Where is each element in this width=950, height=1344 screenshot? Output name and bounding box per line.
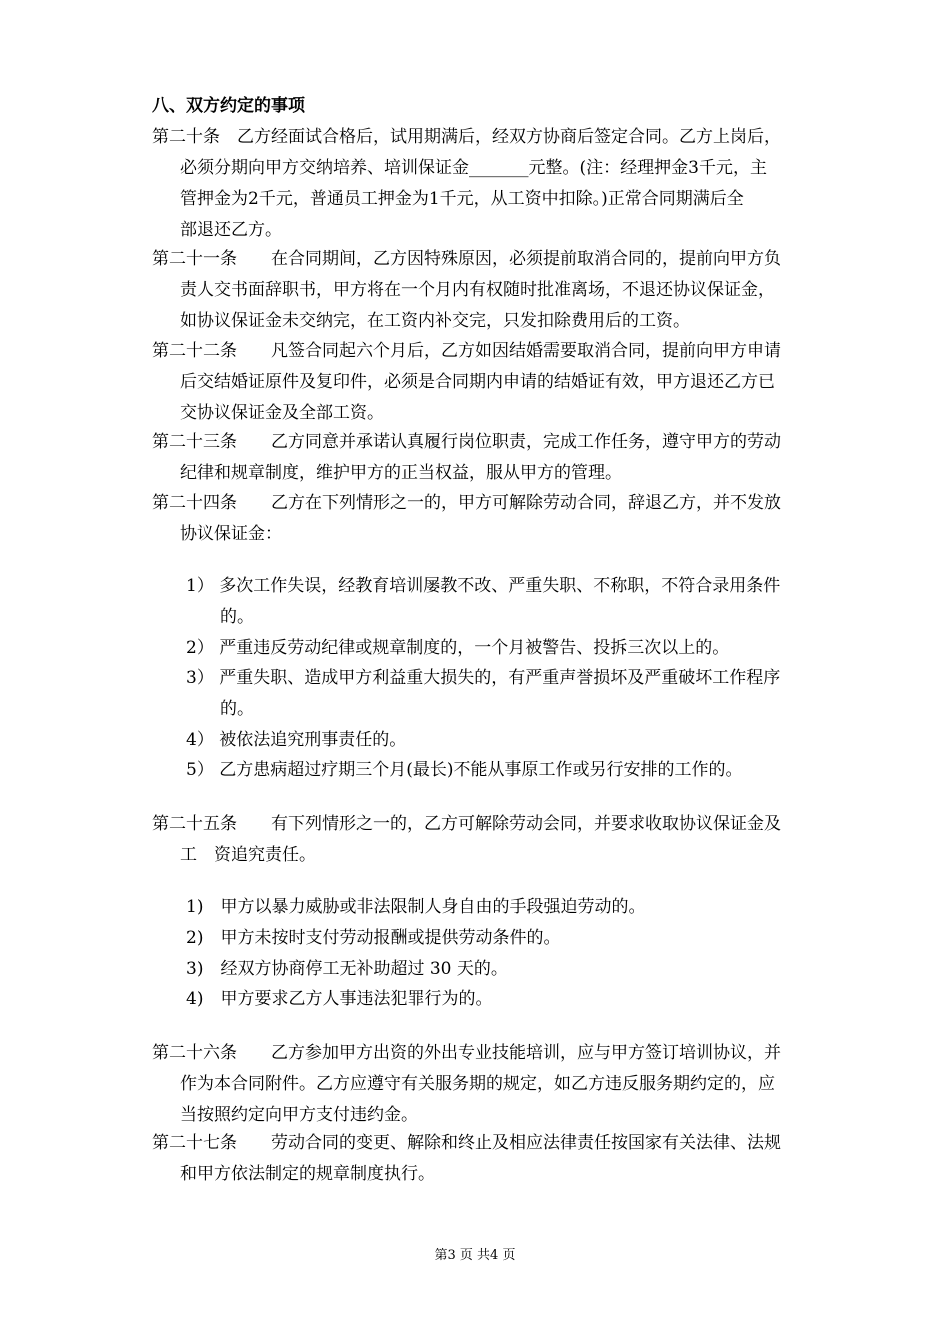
article-22-line: 交协议保证金及全部工资。	[180, 403, 384, 423]
article-21	[152, 244, 852, 337]
article-20-line: 部退还乙方。	[180, 220, 282, 240]
article-23-line: 第二十三条 乙方同意并承诺认真履行岗位职责，完成工作任务，遵守甲方的劳动	[152, 432, 781, 452]
list-item-text: 的。	[220, 607, 254, 627]
article-23-line: 纪律和规章制度，维护甲方的正当权益，服从甲方的管理。	[180, 463, 622, 483]
list-item-text: 4) 甲方要求乙方人事违法犯罪行为的。	[186, 989, 493, 1009]
article-25	[152, 809, 852, 871]
list-item-text: 2） 严重违反劳动纪律或规章制度的，一个月被警告、投拆三次以上的。	[186, 638, 730, 658]
article-25-line: 第二十五条 有下列情形之一的，乙方可解除劳动会同，并要求收取协议保证金及	[152, 814, 781, 834]
article-24	[152, 488, 852, 550]
article-26	[152, 1038, 852, 1131]
article-26-line: 第二十六条 乙方参加甲方出资的外出专业技能培训，应与甲方签订培训协议，并	[152, 1043, 781, 1063]
article-26-line: 作为本合同附件。乙方应遵守有关服务期的规定，如乙方违反服务期约定的，应	[180, 1074, 775, 1094]
article-21-line: 如协议保证金未交纳完，在工资内补交完，只发扣除费用后的工资。	[180, 311, 690, 331]
list-item-text: 3) 经双方协商停工无补助超过 30 天的。	[186, 959, 508, 979]
article-24-line: 协议保证金：	[180, 524, 282, 544]
article-21-line: 第二十一条 在合同期间，乙方因特殊原因，必须提前取消合同的，提前向甲方负	[152, 249, 781, 269]
article-24-line: 第二十四条 乙方在下列情形之一的，甲方可解除劳动合同，辞退乙方，并不发放	[152, 493, 781, 513]
article-25-item	[186, 954, 856, 985]
section-heading: 八、双方约定的事项	[152, 96, 305, 116]
article-20-line: 管押金为2千元，普通员工押金为1千元，从工资中扣除。)正常合同期满后全	[180, 189, 744, 209]
article-20	[152, 122, 852, 246]
list-item-text: 的。	[220, 699, 254, 719]
article-25-item	[186, 984, 856, 1015]
article-26-line: 当按照约定向甲方支付违约金。	[180, 1105, 418, 1125]
list-item-text: 1) 甲方以暴力威胁或非法限制人身自由的手段强迫劳动的。	[186, 897, 646, 917]
article-27-line: 第二十七条 劳动合同的变更、解除和终止及相应法律责任按国家有关法律、法规	[152, 1133, 781, 1153]
article-24-item	[186, 633, 856, 664]
list-item-text: 5） 乙方患病超过疗期三个月(最长)不能从事原工作或另行安排的工作的。	[186, 760, 743, 780]
article-20-line: 必须分期向甲方交纳培养、培训保证金_______元整。(注：经理押金3千元，主	[180, 158, 767, 178]
article-22	[152, 336, 852, 429]
list-item-text: 4） 被依法追究刑事责任的。	[186, 730, 407, 750]
list-item-text: 3） 严重失职、造成甲方利益重大损失的，有严重声誉损坏及严重破坏工作程序	[186, 668, 781, 688]
article-24-item	[186, 663, 856, 725]
article-25-item	[186, 892, 856, 923]
list-item-text: 1） 多次工作失误，经教育培训屡教不改、严重失职、不称职，不符合录用条件	[186, 576, 781, 596]
article-24-item	[186, 571, 856, 633]
article-25-line: 工 资追究责任。	[180, 845, 316, 865]
article-22-line: 第二十二条 凡签合同起六个月后，乙方如因结婚需要取消合同，提前向甲方申请	[152, 341, 781, 361]
article-20-line: 第二十条 乙方经面试合格后，试用期满后，经双方协商后签定合同。乙方上岗后，	[152, 127, 781, 147]
article-21-line: 责人交书面辞职书，甲方将在一个月内有权随时批准离场，不退还协议保证金，	[180, 280, 775, 300]
article-24-item	[186, 755, 856, 786]
article-22-line: 后交结婚证原件及复印件，必须是合同期内申请的结婚证有效，甲方退还乙方已	[180, 372, 775, 392]
article-27	[152, 1128, 852, 1190]
article-27-line: 和甲方依法制定的规章制度执行。	[180, 1164, 435, 1184]
article-25-item	[186, 923, 856, 954]
article-23	[152, 427, 852, 489]
page-number-footer: 第3 页 共4 页	[434, 1248, 516, 1263]
article-24-item	[186, 725, 856, 756]
list-item-text: 2) 甲方未按时支付劳动报酬或提供劳动条件的。	[186, 928, 561, 948]
